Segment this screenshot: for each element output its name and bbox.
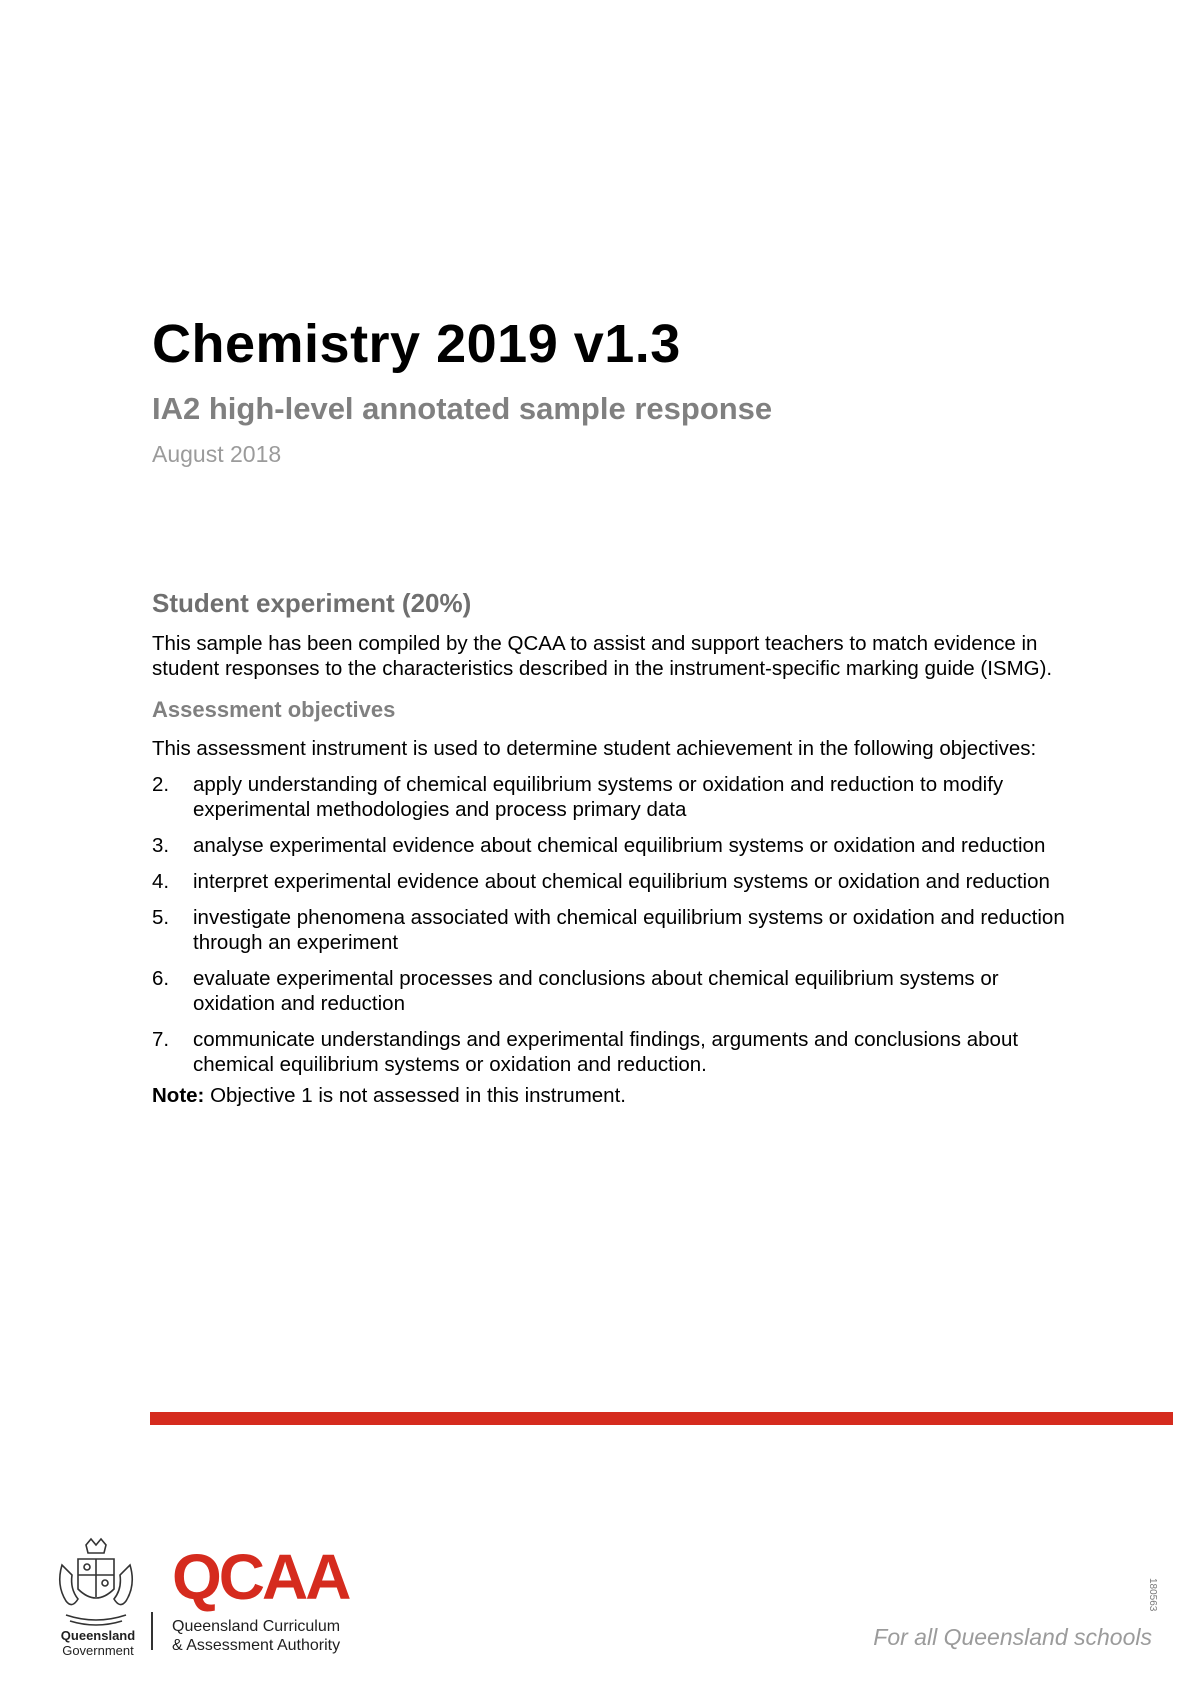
red-divider-bar <box>150 1412 1173 1425</box>
objective-item <box>152 772 1072 822</box>
objective-text: interpret experimental evidence about chemical equilibrium systems or oxidation and reduction <box>193 869 1050 893</box>
logo-divider <box>151 1612 153 1650</box>
footer-tagline: For all Queensland schools <box>873 1624 1152 1650</box>
objectives-intro: This assessment instrument is used to determine student achievement in the following objectives: <box>152 736 1037 760</box>
qg-line1: Queensland <box>60 1628 136 1643</box>
main-content <box>152 588 1072 1108</box>
qcaa-logo: QCAA <box>172 1541 349 1613</box>
intro-paragraph: This sample has been compiled by the QCAA to assist and support teachers to match evidence in student responses to the characteristics described in the instrument-specific marking guide (ISMG). <box>152 632 1053 681</box>
queensland-crest-icon <box>48 1535 144 1631</box>
objectives-list <box>152 772 1072 1077</box>
objective-text: investigate phenomena associated with chemical equilibrium systems or oxidation and reduction through an experiment <box>193 905 1065 954</box>
objective-number: 4. <box>152 869 170 893</box>
section-heading: Student experiment (20%) <box>152 588 472 618</box>
publication-date: August 2018 <box>152 441 282 467</box>
objective-number: 7. <box>152 1027 170 1051</box>
objective-number: 5. <box>152 905 170 929</box>
note-text: Objective 1 is not assessed in this instrument. <box>204 1083 626 1107</box>
objective-text: evaluate experimental processes and conclusions about chemical equilibrium systems or oxidation and reduction <box>193 966 999 1015</box>
objective-text: apply understanding of chemical equilibrium systems or oxidation and reduction to modify experimental methodologies and process primary data <box>193 772 1004 821</box>
objective-item <box>152 966 1072 1016</box>
document-code: 180563 <box>1147 1578 1158 1612</box>
note-label: Note: <box>152 1083 205 1107</box>
objective-item <box>152 833 1072 858</box>
qg-line2: Government <box>62 1643 134 1658</box>
page-title: Chemistry 2019 v1.3 <box>152 314 681 374</box>
objective-text: analyse experimental evidence about chemical equilibrium systems or oxidation and reduction <box>193 833 1046 857</box>
qcaa-line1: Queensland Curriculum <box>172 1618 341 1635</box>
objective-item <box>152 869 1072 894</box>
queensland-government-wordmark <box>44 1628 152 1658</box>
note <box>152 1083 1072 1108</box>
objective-text: communicate understandings and experimental findings, arguments and conclusions about chemical equilibrium systems or oxidation and reduction. <box>193 1027 1019 1076</box>
page-subtitle: IA2 high-level annotated sample response <box>152 391 773 426</box>
qcaa-full-name <box>172 1617 340 1655</box>
objective-number: 6. <box>152 966 170 990</box>
objective-number: 2. <box>152 772 170 796</box>
objective-item <box>152 905 1072 955</box>
objective-number: 3. <box>152 833 170 857</box>
objective-item <box>152 1027 1072 1077</box>
objectives-heading: Assessment objectives <box>152 697 396 723</box>
qcaa-line2: & Assessment Authority <box>172 1637 341 1654</box>
